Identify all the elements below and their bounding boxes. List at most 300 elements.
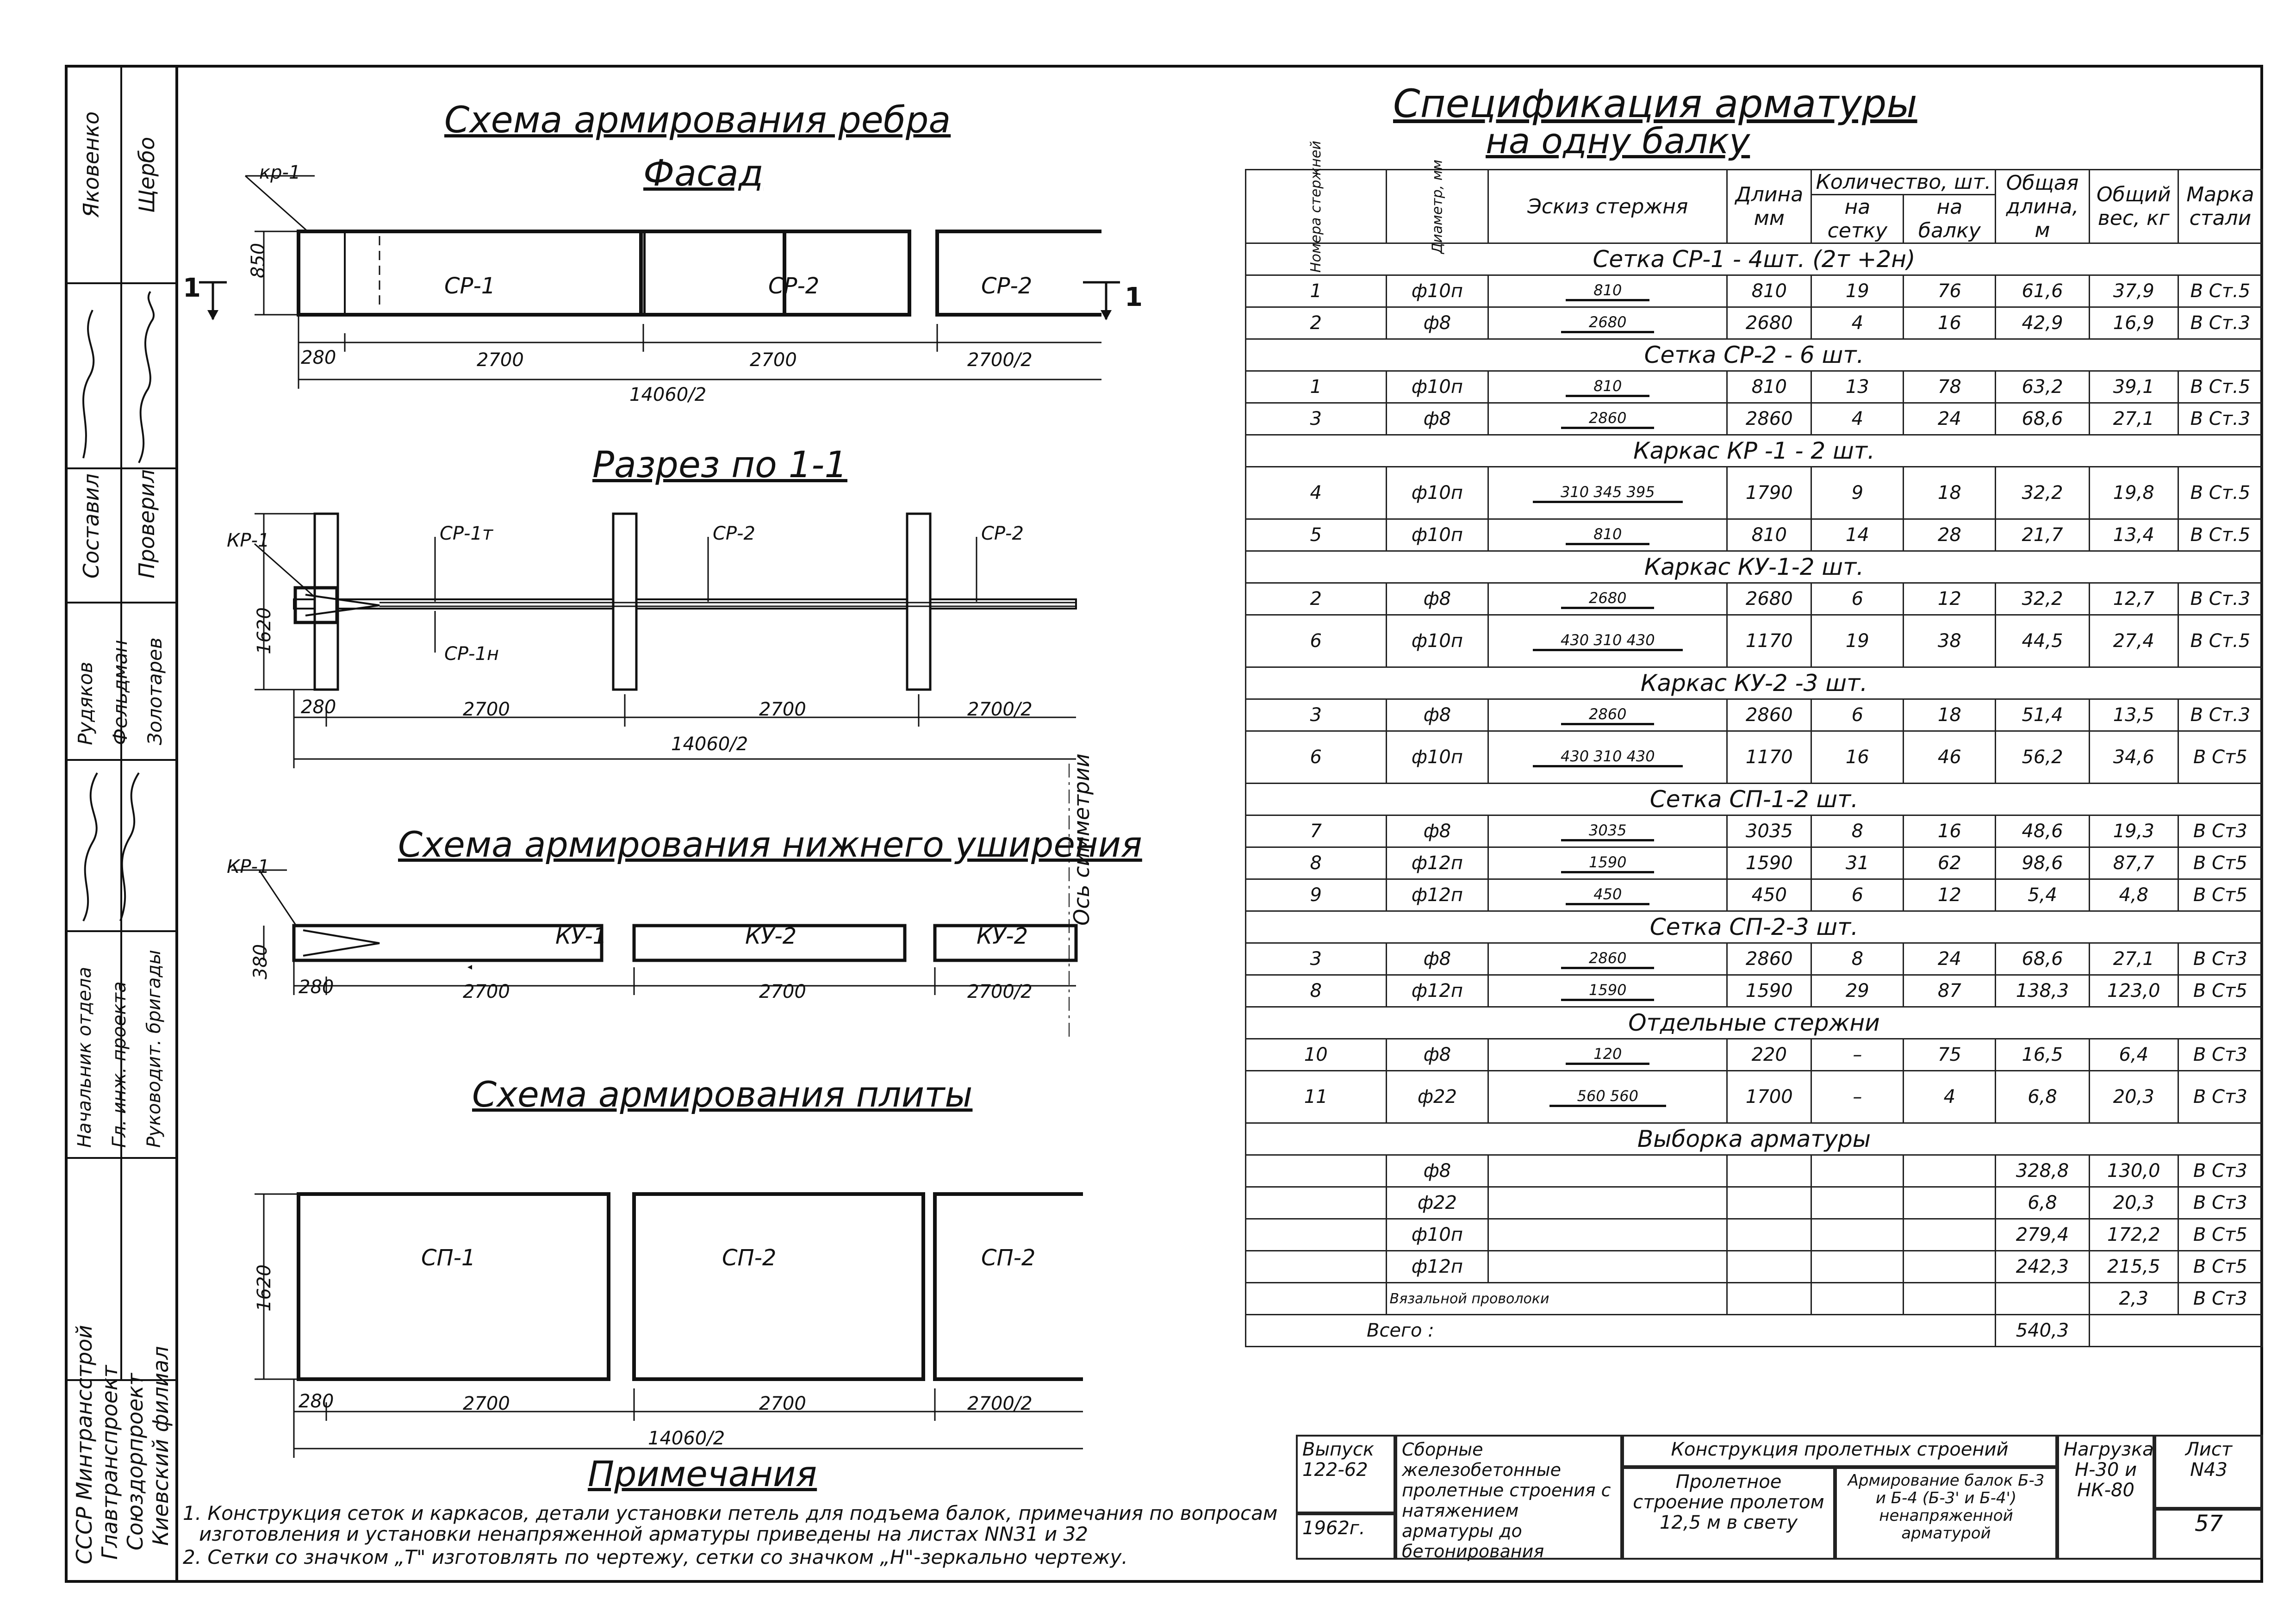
tb-span: Пролетное строение пролетом 12,5 м в свету [1622, 1467, 1835, 1560]
spec-cell-total-length: 32,2 [1996, 467, 2089, 519]
title-section-1-1: Разрез по 1-1 [592, 444, 847, 486]
spec-cell-length: 810 [1727, 371, 1811, 403]
header-total-length: Общая длина, м [1996, 170, 2089, 243]
plate-dim-2700-1: 2700 [463, 1393, 510, 1414]
header-diameter: Диаметр, мм [1386, 170, 1488, 243]
spec-total-label: Всего : [1246, 1315, 1996, 1347]
lower-dim-2700-2: 2700 [759, 981, 806, 1002]
spec-cell-weight: 12,7 [2089, 583, 2178, 615]
spec-cell-per-beam: 18 [1904, 699, 1996, 731]
facade-dim-total: 14060/2 [629, 384, 707, 405]
spec-cell-length: 1590 [1727, 847, 1811, 879]
spec-cell-per-mesh: 14 [1811, 519, 1904, 551]
spec-cell-per-mesh: 13 [1811, 371, 1904, 403]
spec-row [1246, 1071, 2263, 1123]
lower-dim-2700-1: 2700 [463, 981, 510, 1002]
spec-summary-title-row [1246, 1123, 2263, 1155]
spec-cell-sketch [1488, 519, 1727, 551]
spec-summary-row [1246, 1251, 2263, 1283]
spec-cell-number [1246, 1219, 1387, 1251]
spec-section-row [1246, 667, 2263, 699]
section-arrow-right [1078, 273, 1125, 329]
spec-cell-steel: В Ст3 [2178, 943, 2262, 975]
spec-cell-length [1727, 1155, 1811, 1187]
spec-summary-weight: 130,0 [2089, 1155, 2178, 1187]
spec-summary-steel: В Ст3 [2178, 1155, 2262, 1187]
org-line-4: Киевский филиал [148, 1346, 173, 1546]
spec-cell-diameter: ф8 [1386, 699, 1488, 731]
spec-summary-row [1246, 1187, 2263, 1219]
spec-cell-length: 2680 [1727, 583, 1811, 615]
spec-total-empty [2089, 1315, 2262, 1347]
section-dim-total: 14060/2 [671, 734, 748, 755]
title-plate-scheme: Схема армирования плиты [472, 1074, 973, 1115]
spec-summary-weight: 215,5 [2089, 1251, 2178, 1283]
section-label-cp1t: СР-1т [440, 523, 493, 544]
section-drawing [176, 500, 1083, 787]
sketch-dimension: 450 [1566, 885, 1649, 905]
spec-section-row [1246, 339, 2263, 371]
spec-cell-diameter: ф8 [1386, 815, 1488, 847]
spec-cell-length [1727, 1187, 1811, 1219]
spec-cell-total-length: 68,6 [1996, 403, 2089, 435]
spec-cell-diameter: ф12п [1386, 847, 1488, 879]
tb-desc: Сборные железобетонные пролетные строения с натяжением арматуры до бетонирования [1395, 1435, 1622, 1560]
spec-cell-per-beam: 75 [1904, 1039, 1996, 1071]
plate-label-sp1: СП-1 [421, 1245, 476, 1271]
spec-cell-per-beam: 16 [1904, 307, 1996, 339]
spec-cell-total-length: 32,2 [1996, 583, 2089, 615]
spec-row [1246, 815, 2263, 847]
facade-drawing [176, 157, 1101, 417]
spec-cell-length: 2860 [1727, 699, 1811, 731]
spec-cell-total-length: 138,3 [1996, 975, 2089, 1007]
lower-dim-2700h: 2700/2 [967, 981, 1033, 1002]
spec-cell-length: 2860 [1727, 943, 1811, 975]
spec-summary-total-length: 328,8 [1996, 1155, 2089, 1187]
spec-cell-diameter: ф10п [1386, 731, 1488, 784]
spec-section-title: Каркас КР -1 - 2 шт. [1246, 435, 2263, 467]
spec-cell-weight: 20,3 [2089, 1071, 2178, 1123]
spec-cell-per-beam: 12 [1904, 583, 1996, 615]
spec-cell-number: 10 [1246, 1039, 1387, 1071]
lower-label-ku2b: КУ-2 [977, 923, 1028, 949]
spec-cell-steel: В Ст3 [2178, 1039, 2262, 1071]
spec-cell-per-beam: 62 [1904, 847, 1996, 879]
spec-cell-number: 11 [1246, 1071, 1387, 1123]
spec-row [1246, 307, 2263, 339]
facade-height: 850 [248, 243, 269, 279]
spec-subtitle: на одну балку [1486, 120, 1750, 162]
spec-section-title: Сетка СР-1 - 4шт. (2т +2н) [1246, 243, 2263, 275]
spec-cell-diameter: ф22 [1386, 1071, 1488, 1123]
spec-cell-per-beam: 46 [1904, 731, 1996, 784]
spec-cell-per-mesh: 4 [1811, 307, 1904, 339]
lower-widening-drawing [176, 861, 1083, 1027]
spec-row [1246, 467, 2263, 519]
spec-row [1246, 371, 2263, 403]
sketch-dimension: 430 310 430 [1533, 747, 1683, 767]
spec-cell-diameter: ф10п [1386, 275, 1488, 307]
spec-title: Спецификация арматуры [1393, 81, 1917, 126]
spec-cell-steel: В Ст.3 [2178, 699, 2262, 731]
spec-cell-length: 450 [1727, 879, 1811, 911]
spec-cell-steel: В Ст.3 [2178, 403, 2262, 435]
spec-section-title: Каркас КУ-1-2 шт. [1246, 551, 2263, 583]
spec-cell-length: 1170 [1727, 731, 1811, 784]
spec-cell-number: 1 [1246, 371, 1387, 403]
spec-cell-diameter: ф10п [1386, 519, 1488, 551]
spec-cell-steel: В Ст5 [2178, 975, 2262, 1007]
header-weight: Общий вес, кг [2089, 170, 2178, 243]
spec-cell-sketch [1488, 1187, 1727, 1219]
spec-cell-sketch [1488, 275, 1727, 307]
tb-page: 57 [2154, 1509, 2263, 1560]
spec-cell-steel: В Ст3 [2178, 815, 2262, 847]
spec-cell-sketch [1488, 815, 1727, 847]
spec-cell-diameter: ф12п [1386, 879, 1488, 911]
spec-summary-total-length: 242,3 [1996, 1251, 2089, 1283]
spec-summary-weight: 172,2 [2089, 1219, 2178, 1251]
tb-year: 1962г. [1296, 1513, 1395, 1560]
spec-cell-per-mesh: – [1811, 1039, 1904, 1071]
spec-cell-total-length: 21,7 [1996, 519, 2089, 551]
section-dim-2700h: 2700/2 [967, 699, 1033, 720]
spec-cell-steel: В Ст3 [2178, 1071, 2262, 1123]
spec-cell-sketch [1488, 371, 1727, 403]
spec-cell-diameter: ф8 [1386, 943, 1488, 975]
spec-cell-length [1727, 1219, 1811, 1251]
spec-cell-weight: 6,4 [2089, 1039, 2178, 1071]
spec-cell-diameter: ф12п [1386, 975, 1488, 1007]
spec-summary-diameter: ф8 [1386, 1155, 1488, 1187]
spec-summary-diameter: ф10п [1386, 1219, 1488, 1251]
spec-row [1246, 943, 2263, 975]
section-marker-left: 1 [183, 273, 201, 303]
spec-cell-length: 1790 [1727, 467, 1811, 519]
spec-cell-sketch [1488, 615, 1727, 667]
spec-cell-per-beam: 87 [1904, 975, 1996, 1007]
spec-cell-per-beam: 4 [1904, 1071, 1996, 1123]
spec-section-title: Сетка СР-2 - 6 шт. [1246, 339, 2263, 371]
spec-cell-weight: 13,5 [2089, 699, 2178, 731]
sketch-dimension: 310 345 395 [1533, 483, 1683, 503]
facade-dim-280: 280 [301, 347, 336, 368]
spec-section-row [1246, 551, 2263, 583]
spec-cell-sketch [1488, 583, 1727, 615]
spec-summary-total-length: 279,4 [1996, 1219, 2089, 1251]
spec-cell-sketch [1488, 879, 1727, 911]
stamp-role-1: Начальник отдела [74, 966, 95, 1148]
spec-cell-sketch [1488, 1251, 1727, 1283]
spec-cell-number [1246, 1155, 1387, 1187]
spec-summary-row [1246, 1283, 2263, 1315]
section-label-cp2a: СР-2 [713, 523, 755, 544]
section-marker-right: 1 [1125, 282, 1143, 312]
spec-cell-steel: В Ст.5 [2178, 467, 2262, 519]
spec-cell-steel: В Ст5 [2178, 847, 2262, 879]
spec-cell-per-mesh: 19 [1811, 615, 1904, 667]
spec-summary-steel: В Ст5 [2178, 1219, 2262, 1251]
spec-row [1246, 975, 2263, 1007]
spec-cell-steel: В Ст5 [2178, 731, 2262, 784]
spec-section-title: Каркас КУ-2 -3 шт. [1246, 667, 2263, 699]
spec-cell-total-length: 42,9 [1996, 307, 2089, 339]
note-1b: изготовления и установки ненапряженной арматуры приведены на листах NN31 и 32 [199, 1523, 1088, 1545]
spec-cell-length [1727, 1283, 1811, 1315]
spec-cell-number: 5 [1246, 519, 1387, 551]
spec-cell-number: 6 [1246, 731, 1387, 784]
spec-cell-per-mesh [1811, 1283, 1904, 1315]
sketch-dimension: 1590 [1561, 981, 1654, 1001]
facade-label-cp1: СР-1 [444, 273, 496, 299]
spec-cell-weight: 87,7 [2089, 847, 2178, 879]
spec-cell-weight: 39,1 [2089, 371, 2178, 403]
spec-cell-number [1246, 1283, 1387, 1315]
spec-row [1246, 519, 2263, 551]
org-line-2: Главтранспроект [97, 1365, 122, 1560]
header-rod-number: Номера стержней [1246, 170, 1387, 243]
spec-cell-number [1246, 1251, 1387, 1283]
sketch-dimension: 120 [1566, 1045, 1649, 1065]
spec-section-row [1246, 243, 2263, 275]
spec-cell-sketch [1488, 699, 1727, 731]
spec-cell-weight: 4,8 [2089, 879, 2178, 911]
spec-cell-per-beam: 18 [1904, 467, 1996, 519]
spec-cell-per-mesh [1811, 1251, 1904, 1283]
section-dim-2700-2: 2700 [759, 699, 806, 720]
sketch-dimension: 2680 [1561, 589, 1654, 609]
spec-summary-total-length: 6,8 [1996, 1187, 2089, 1219]
spec-cell-total-length: 61,6 [1996, 275, 2089, 307]
stamp-name-2: Щербо [134, 137, 159, 213]
spec-cell-per-mesh: 6 [1811, 699, 1904, 731]
spec-cell-length: 810 [1727, 519, 1811, 551]
header-steel: Марка стали [2178, 170, 2262, 243]
spec-cell-total-length: 56,2 [1996, 731, 2089, 784]
spec-cell-per-beam: 38 [1904, 615, 1996, 667]
spec-row [1246, 699, 2263, 731]
spec-cell-diameter: ф8 [1386, 583, 1488, 615]
spec-cell-total-length: 48,6 [1996, 815, 2089, 847]
spec-cell-per-mesh [1811, 1219, 1904, 1251]
spec-cell-per-mesh [1811, 1155, 1904, 1187]
spec-cell-per-beam [1904, 1155, 1996, 1187]
spec-cell-number: 7 [1246, 815, 1387, 847]
stamp-label-composed: Составил [79, 473, 104, 579]
sketch-dimension: 2680 [1561, 313, 1654, 333]
sketch-dimension: 2860 [1561, 705, 1654, 725]
sketch-dimension: 1590 [1561, 853, 1654, 873]
spec-cell-per-beam [1904, 1283, 1996, 1315]
stamp-name-5: Золотарев [143, 637, 166, 745]
spec-cell-total-length: 5,4 [1996, 879, 2089, 911]
tb-load: Нагрузка Н-30 и НК-80 [2057, 1435, 2154, 1560]
spec-cell-per-mesh: 9 [1811, 467, 1904, 519]
spec-cell-steel: В Ст.5 [2178, 275, 2262, 307]
spec-cell-total-length: 6,8 [1996, 1071, 2089, 1123]
spec-cell-number: 9 [1246, 879, 1387, 911]
spec-cell-weight: 34,6 [2089, 731, 2178, 784]
header-length: Длина мм [1727, 170, 1811, 243]
spec-cell-sketch [1488, 1071, 1727, 1123]
spec-cell-sketch [1488, 307, 1727, 339]
spec-row [1246, 583, 2263, 615]
spec-cell-total-length: 44,5 [1996, 615, 2089, 667]
stamp-name-1: Яковенко [79, 111, 104, 218]
spec-row [1246, 275, 2263, 307]
spec-cell-per-mesh: 16 [1811, 731, 1904, 784]
spec-cell-length: 2860 [1727, 403, 1811, 435]
spec-cell-number: 8 [1246, 975, 1387, 1007]
tb-sheet: Лист N43 [2154, 1435, 2263, 1509]
spec-cell-number: 3 [1246, 403, 1387, 435]
org-line-3: Союздорпроект [123, 1373, 148, 1550]
spec-summary-diameter: ф12п [1386, 1251, 1488, 1283]
plate-dim-total: 14060/2 [648, 1428, 725, 1449]
section-label-cp1n: СР-1н [444, 643, 499, 665]
spec-cell-per-mesh: 4 [1811, 403, 1904, 435]
spec-cell-per-beam [1904, 1251, 1996, 1283]
spec-row [1246, 615, 2263, 667]
spec-cell-weight: 19,8 [2089, 467, 2178, 519]
header-per-beam: на балку [1904, 195, 1996, 243]
spec-cell-sketch [1488, 943, 1727, 975]
spec-summary-diameter: ф22 [1386, 1187, 1488, 1219]
spec-cell-steel: В Ст.3 [2178, 307, 2262, 339]
spec-summary-title: Выборка арматуры [1246, 1123, 2263, 1155]
title-rib-scheme: Схема армирования ребра [444, 100, 951, 141]
spec-section-title: Сетка СП-1-2 шт. [1246, 784, 2263, 815]
spec-cell-number: 6 [1246, 615, 1387, 667]
tb-issue: Выпуск 122-62 [1296, 1435, 1395, 1513]
spec-cell-per-mesh: 31 [1811, 847, 1904, 879]
facade-dim-2700-2: 2700 [750, 349, 797, 371]
plate-dim-280: 280 [299, 1391, 334, 1412]
lower-label-kr1: КР-1 [227, 856, 270, 877]
stamp-label-checked: Проверил [134, 469, 159, 579]
spec-cell-sketch [1488, 1155, 1727, 1187]
spec-cell-number [1246, 1187, 1387, 1219]
spec-cell-per-beam: 24 [1904, 403, 1996, 435]
spec-cell-length: 3035 [1727, 815, 1811, 847]
section-height: 1620 [253, 607, 275, 654]
spec-cell-per-mesh [1811, 1187, 1904, 1219]
spec-cell-number: 8 [1246, 847, 1387, 879]
spec-cell-steel: В Ст.5 [2178, 519, 2262, 551]
spec-cell-steel: В Ст5 [2178, 879, 2262, 911]
spec-cell-per-mesh: 8 [1811, 943, 1904, 975]
spec-section-row [1246, 784, 2263, 815]
plate-height: 1620 [253, 1264, 275, 1312]
stamp-name-4: Фельдман [109, 640, 131, 745]
spec-total-value: 540,3 [1996, 1315, 2089, 1347]
stamp-name-3: Рудяков [74, 661, 97, 745]
spec-cell-per-mesh: 8 [1811, 815, 1904, 847]
spec-cell-weight: 19,3 [2089, 815, 2178, 847]
title-facade: Фасад [643, 153, 764, 194]
spec-cell-diameter: ф8 [1386, 403, 1488, 435]
sketch-dimension: 3035 [1561, 821, 1654, 841]
axis-of-symmetry-label: Ось симметрии [1069, 753, 1094, 926]
sketch-dimension: 560 560 [1549, 1087, 1666, 1107]
lower-height: 380 [250, 944, 272, 980]
spec-cell-length: 2680 [1727, 307, 1811, 339]
spec-cell-per-mesh: 29 [1811, 975, 1904, 1007]
spec-cell-sketch [1488, 1039, 1727, 1071]
spec-cell-per-beam: 12 [1904, 879, 1996, 911]
spec-section-title: Сетка СП-2-3 шт. [1246, 911, 2263, 943]
spec-cell-number: 4 [1246, 467, 1387, 519]
spec-summary-row [1246, 1155, 2263, 1187]
spec-cell-per-beam: 28 [1904, 519, 1996, 551]
plate-dim-2700-2: 2700 [759, 1393, 806, 1414]
spec-cell-steel: В Ст.3 [2178, 583, 2262, 615]
spec-summary-steel: В Ст3 [2178, 1187, 2262, 1219]
spec-cell-diameter: ф10п [1386, 371, 1488, 403]
spec-cell-weight: 27,1 [2089, 403, 2178, 435]
sketch-dimension: 2860 [1561, 409, 1654, 429]
notes-title: Примечания [588, 1453, 817, 1494]
spec-cell-steel: В Ст.5 [2178, 371, 2262, 403]
spec-cell-total-length: 98,6 [1996, 847, 2089, 879]
section-dim-280: 280 [301, 697, 336, 718]
sketch-dimension: 810 [1566, 281, 1649, 301]
spec-cell-length: 1590 [1727, 975, 1811, 1007]
spec-section-title: Отдельные стержни [1246, 1007, 2263, 1039]
spec-cell-number: 2 [1246, 583, 1387, 615]
spec-cell-length: 810 [1727, 275, 1811, 307]
section-label-cp2b: СР-2 [981, 523, 1024, 544]
spec-summary-steel: В Ст5 [2178, 1251, 2262, 1283]
sketch-dimension: 430 310 430 [1533, 631, 1683, 651]
header-sketch: Эскиз стержня [1488, 170, 1727, 243]
spec-cell-sketch [1488, 975, 1727, 1007]
spec-cell-per-beam: 78 [1904, 371, 1996, 403]
stamp-role-2: Гл. инж. проекта [109, 981, 130, 1148]
spec-row [1246, 1039, 2263, 1071]
facade-label-cp2b: СР-2 [981, 273, 1033, 299]
lower-label-ku2a: КУ-2 [745, 923, 797, 949]
spec-cell-per-beam: 16 [1904, 815, 1996, 847]
spec-summary-steel: В Ст3 [2178, 1283, 2262, 1315]
spec-cell-total-length: 63,2 [1996, 371, 2089, 403]
spec-cell-per-mesh: 6 [1811, 583, 1904, 615]
tb-reinf: Армирование балок Б-3 и Б-4 (Б-3' и Б-4') ненапряженной арматурой [1835, 1467, 2057, 1560]
spec-cell-number: 3 [1246, 699, 1387, 731]
signature-scribbles [65, 282, 178, 930]
spec-summary-total-length [1996, 1283, 2089, 1315]
section-label-kr1: КР-1 [227, 530, 270, 551]
spec-cell-steel: В Ст.5 [2178, 615, 2262, 667]
sketch-dimension: 810 [1566, 377, 1649, 397]
spec-cell-length [1727, 1251, 1811, 1283]
spec-cell-weight: 13,4 [2089, 519, 2178, 551]
spec-cell-diameter: ф10п [1386, 615, 1488, 667]
spec-cell-per-mesh: – [1811, 1071, 1904, 1123]
spec-row [1246, 731, 2263, 784]
spec-cell-sketch [1488, 403, 1727, 435]
spec-cell-diameter: ф8 [1386, 1039, 1488, 1071]
spec-cell-number: 2 [1246, 307, 1387, 339]
header-per-mesh: на сетку [1811, 195, 1904, 243]
spec-cell-sketch [1488, 731, 1727, 784]
spec-cell-diameter: ф10п [1386, 467, 1488, 519]
facade-dim-2700h: 2700/2 [967, 349, 1033, 371]
spec-total-row [1246, 1315, 2263, 1347]
spec-summary-weight: 20,3 [2089, 1187, 2178, 1219]
spec-cell-length: 1170 [1727, 615, 1811, 667]
